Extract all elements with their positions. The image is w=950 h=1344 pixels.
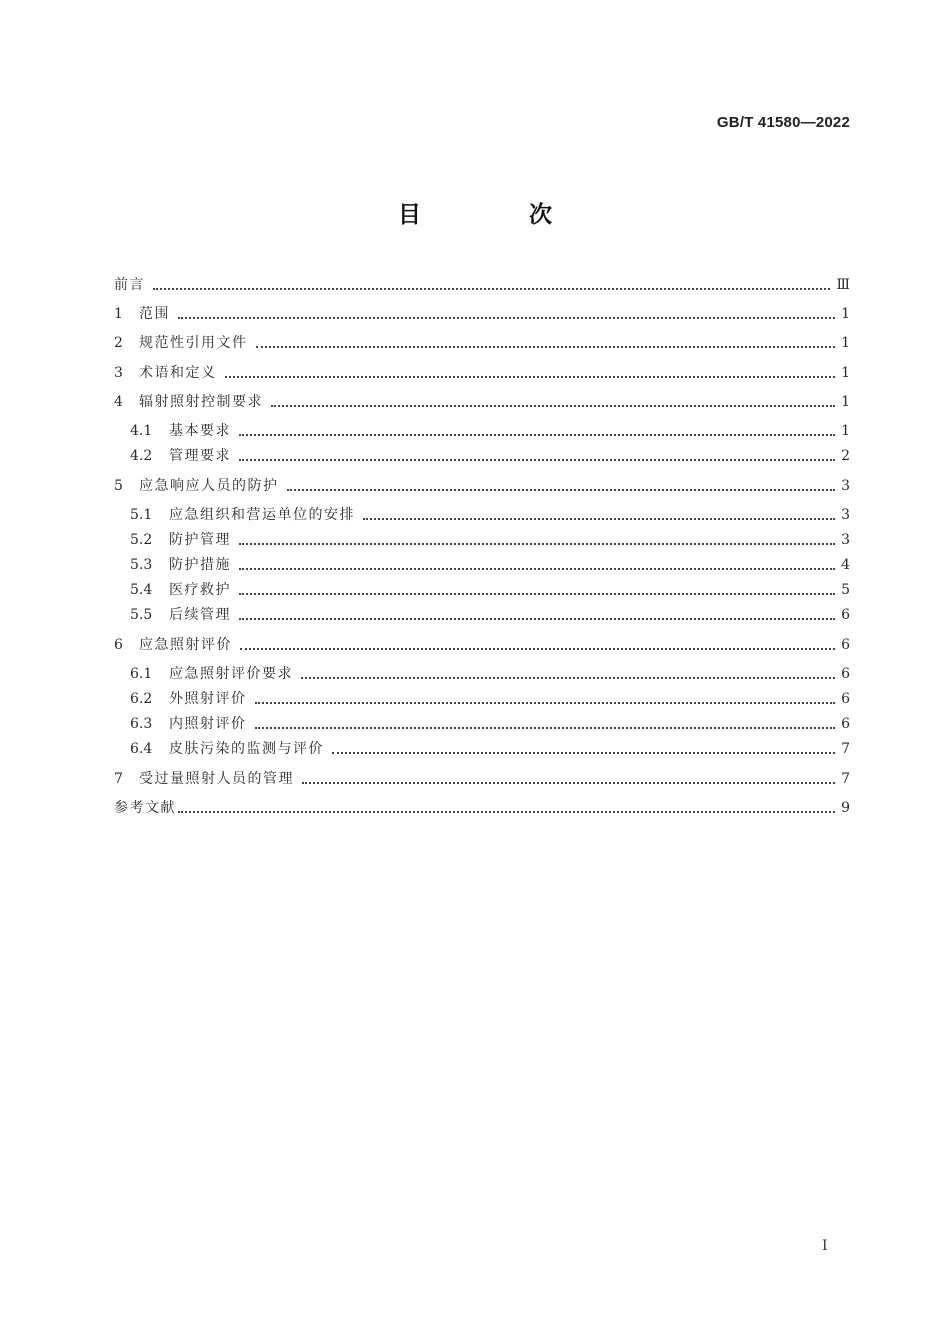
toc-entry-5-4[interactable]: [130, 579, 850, 601]
toc-entry-page: Ⅲ: [836, 277, 850, 293]
toc-entry-number: 5.4: [130, 582, 153, 598]
toc-entry-label: 基本要求: [169, 423, 231, 439]
toc-entry-5-2[interactable]: [130, 529, 850, 551]
toc-entry-label: 受过量照射人员的管理: [139, 771, 294, 787]
toc-entry-page: 3: [841, 478, 850, 494]
toc-entry-number: 6.3: [130, 716, 153, 732]
dot-leader: [225, 376, 836, 378]
toc-entry-page: 2: [841, 448, 850, 464]
toc-entry-number: 4.2: [130, 448, 153, 464]
dot-leader: [332, 752, 835, 754]
dot-leader: [178, 317, 835, 319]
dot-leader: [239, 434, 835, 436]
toc-entry-4[interactable]: [114, 391, 850, 413]
toc-entry-label: 规范性引用文件: [139, 335, 248, 351]
toc-entry-label: 术语和定义: [139, 365, 217, 381]
toc-entry-4-1[interactable]: [130, 420, 850, 442]
dot-leader: [239, 568, 835, 570]
toc-entry-1[interactable]: [114, 303, 850, 325]
dot-leader: [239, 543, 835, 545]
toc-entry-label: 应急响应人员的防护: [139, 478, 279, 494]
toc-title: 目 次: [397, 202, 602, 228]
dot-leader: [239, 593, 835, 595]
toc-entry-5-5[interactable]: [130, 604, 850, 626]
toc-entry-label: 防护措施: [169, 557, 231, 573]
toc-entry-label: 辐射照射控制要求: [139, 394, 263, 410]
toc-entry-label: 防护管理: [169, 532, 231, 548]
toc-entry-label: 前言: [114, 277, 145, 293]
toc-entry-bibliography[interactable]: [114, 797, 850, 819]
toc-entry-number: 3: [114, 365, 123, 381]
toc-entry-5-1[interactable]: [130, 504, 850, 526]
toc-entry-number: 6.2: [130, 691, 153, 707]
page-number: I: [822, 1238, 828, 1254]
toc-entry-label: 应急照射评价: [139, 637, 232, 653]
toc-entry-page: 1: [841, 335, 850, 351]
toc-entry-page: 6: [841, 666, 850, 682]
toc-entry-number: 5.2: [130, 532, 153, 548]
toc-entry-page: 7: [841, 741, 850, 757]
toc-entry-label: 范围: [139, 306, 170, 322]
toc-entry-5[interactable]: [114, 475, 850, 497]
toc-entry-number: 5.3: [130, 557, 153, 573]
toc-entry-number: 5.5: [130, 607, 153, 623]
toc-entry-page: 3: [841, 507, 850, 523]
toc-entry-label: 后续管理: [169, 607, 231, 623]
toc-entry-page: 9: [841, 800, 850, 816]
toc-entry-page: 6: [841, 637, 850, 653]
toc-entry-number: 6.1: [130, 666, 153, 682]
dot-leader: [256, 346, 836, 348]
toc-entry-number: 6.4: [130, 741, 153, 757]
toc-entry-page: 1: [841, 306, 850, 322]
dot-leader: [240, 648, 835, 650]
toc-entry-6[interactable]: [114, 634, 850, 656]
toc-entry-preface[interactable]: [114, 274, 850, 296]
toc-entry-page: 6: [841, 607, 850, 623]
toc-entry-number: 5.1: [130, 507, 153, 523]
dot-leader: [178, 811, 835, 813]
toc-entry-page: 6: [841, 691, 850, 707]
toc-entry-number: 5: [114, 478, 123, 494]
dot-leader: [255, 727, 836, 729]
dot-leader: [302, 782, 835, 784]
toc-entry-label: 管理要求: [169, 448, 231, 464]
toc-entry-number: 1: [114, 306, 123, 322]
toc-entry-label: 内照射评价: [169, 716, 247, 732]
toc-entry-page: 5: [841, 582, 850, 598]
toc-entry-page: 1: [841, 394, 850, 410]
dot-leader: [255, 702, 836, 704]
toc-entry-page: 1: [841, 365, 850, 381]
toc-entry-page: 6: [841, 716, 850, 732]
dot-leader: [239, 459, 835, 461]
toc-entry-6-2[interactable]: [130, 688, 850, 710]
toc-entry-number: 4.1: [130, 423, 153, 439]
toc-entry-6-3[interactable]: [130, 713, 850, 735]
toc-entry-2[interactable]: [114, 332, 850, 354]
dot-leader: [239, 618, 835, 620]
dot-leader: [153, 288, 830, 290]
toc-entry-label: 皮肤污染的监测与评价: [169, 741, 324, 757]
standard-number: GB/T 41580—2022: [716, 114, 850, 131]
toc-entry-6-4[interactable]: [130, 738, 850, 760]
dot-leader: [363, 518, 835, 520]
toc-entry-number: 7: [114, 771, 123, 787]
toc-entry-4-2[interactable]: [130, 445, 850, 467]
toc-entry-page: 3: [841, 532, 850, 548]
dot-leader: [287, 489, 836, 491]
toc-entry-7[interactable]: [114, 768, 850, 790]
toc-entry-label: 应急组织和营运单位的安排: [169, 507, 355, 523]
toc-entry-label: 参考文献: [114, 800, 176, 816]
toc-entry-page: 4: [841, 557, 850, 573]
toc-entry-number: 6: [114, 637, 123, 653]
toc-entry-number: 2: [114, 335, 123, 351]
toc-entry-6-1[interactable]: [130, 663, 850, 685]
toc-entry-label: 外照射评价: [169, 691, 247, 707]
toc-entry-page: 1: [841, 423, 850, 439]
toc-entry-page: 7: [841, 771, 850, 787]
toc-entry-5-3[interactable]: [130, 554, 850, 576]
dot-leader: [301, 677, 835, 679]
toc-entry-3[interactable]: [114, 362, 850, 384]
toc-entry-number: 4: [114, 394, 123, 410]
toc-entry-label: 医疗救护: [169, 582, 231, 598]
dot-leader: [271, 405, 835, 407]
toc-entry-label: 应急照射评价要求: [169, 666, 293, 682]
